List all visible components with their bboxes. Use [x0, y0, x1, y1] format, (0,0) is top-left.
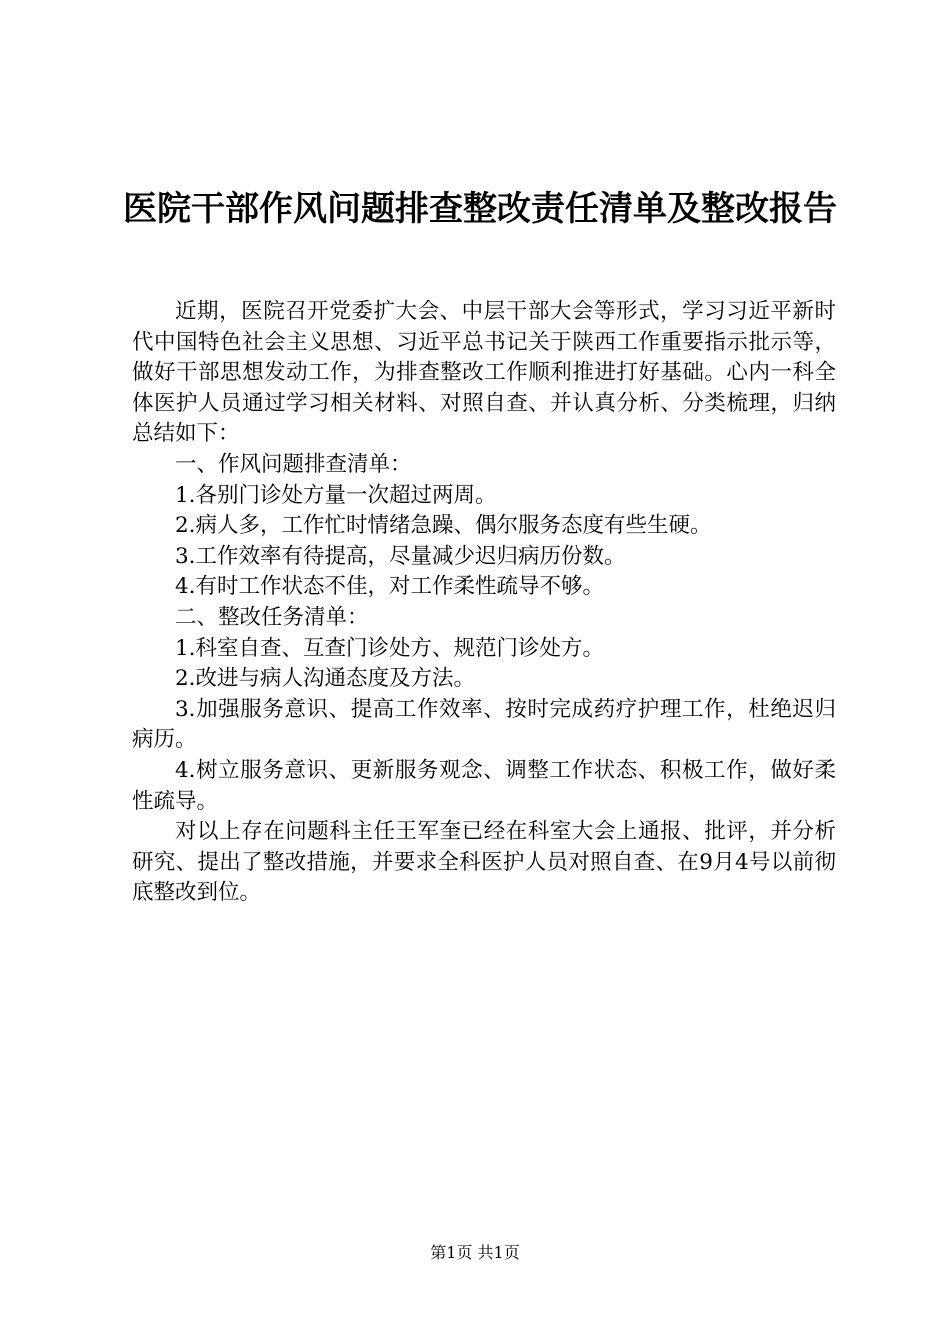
page-number-footer: 第1页 共1页 — [430, 1243, 520, 1262]
issue-item: 4.有时工作状态不佳，对工作柔性疏导不够。 — [175, 574, 605, 600]
task-item: 1.科室自查、互查门诊处方、规范门诊处方。 — [175, 635, 605, 661]
intro-paragraph: 近期，医院召开党委扩大会、中层干部大会等形式，学习习近平新时代中国特色社会主义思想、习近平总书记关于陕西工作重要指示批示等，做好干部思想发动工作，为排查整改工作顺利推进打好基础。心内一科全体医护人员通过学习相关材料、对照自查、并认真分析、分类梳理，归纳总结如下： — [132, 299, 836, 447]
section-heading-tasks: 二、整改任务清单： — [175, 604, 369, 630]
task-item: 2.改进与病人沟通态度及方法。 — [175, 666, 476, 692]
task-item: 4.树立服务意识、更新服务观念、调整工作状态、积极工作，做好柔性疏导。 — [132, 757, 836, 814]
issue-item: 1.各别门诊处方量一次超过两周。 — [175, 482, 497, 508]
issue-item: 2.病人多，工作忙时情绪急躁、偶尔服务态度有些生硬。 — [175, 513, 712, 539]
document-body — [132, 297, 836, 909]
conclusion-paragraph: 对以上存在问题科主任王军奎已经在科室大会上通报、批评，并分析研究、提出了整改措施，并要求全科医护人员对照自查、在9月4号以前彻底整改到位。 — [132, 819, 836, 906]
document-title: 医院干部作风问题排查整改责任清单及整改报告 — [123, 189, 837, 229]
section-heading-issues: 一、作风问题排查清单： — [175, 451, 412, 477]
issue-item: 3.工作效率有待提高，尽量减少迟归病历份数。 — [175, 543, 626, 569]
task-item: 3.加强服务意识、提高工作效率、按时完成药疗护理工作，杜绝迟归病历。 — [132, 696, 836, 753]
